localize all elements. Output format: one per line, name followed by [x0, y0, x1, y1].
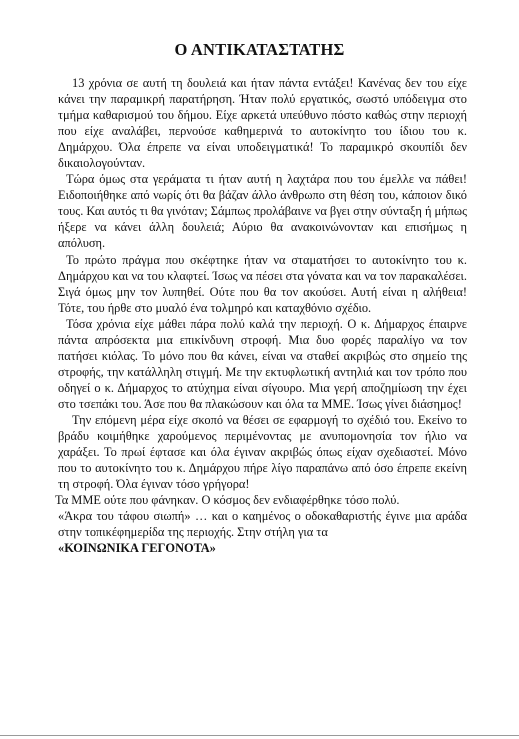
- paragraph-1: 13 χρόνια σε αυτή τη δουλειά και ήταν πάντα εντάξει! Κανένας δεν του είχε κάνει την παραμικρή παρατήρηση. Ήταν πολύ εργατικός, σωστό υπόδειγμα στο τμήμα καθαρισμού του δήμου. Είχε αρκετά υπεύθυνο πόστο καθώς στην περιοχή που είχε αναλάβει, περνούσε καθημερινά το αυτοκίνητο του ίδιου του κ. Δημάρχου. Όλα έπρεπε να είναι υποδειγματικά! Το παραμικρό σκουπίδι δεν δικαιολογούνταν.: [58, 76, 467, 171]
- story-title: Ο ΑΝΤΙΚΑΤΑΣΤΑΤΗΣ: [174, 40, 345, 59]
- paragraph-4: Τόσα χρόνια είχε μάθει πάρα πολύ καλά την περιοχή. Ο κ. Δήμαρχος έπαιρνε πάντα απρόσεκτα μια επικίνδυνη στροφή. Μια δυο φορές παραλίγο να τον πατήσει κιόλας. Το μόνο που θα κάνει, είναι να σταθεί ακριβώς στο σημείο της στροφής, την κατάλληλη στιγμή. Με την εκτυφλωτική αντηλιά και τον τρόπο που οδηγεί ο κ. Δήμαρχος το ατύχημα είναι σίγουρο. Μια γερή αποζημίωση την έχει στο τσεπάκι του. Άσε που θα πλακώσουν και όλα τα ΜΜΕ. Ίσως γίνει διάσημος!: [58, 316, 467, 411]
- closing-bold-line: «ΚΟΙΝΩΝΙΚΑ ΓΕΓΟΝΟΤΑ»: [58, 541, 216, 556]
- paragraph-3: Το πρώτο πράγμα που σκέφτηκε ήταν να σταματήσει το αυτοκίνητο του κ. Δημάρχου και να του κλαφτεί. Ίσως να πέσει στα γόνατα και να τον παρακαλέσει. Σιγά όμως μην τον λυπηθεί. Ούτε που θα τον ακούσει. Αυτή είναι η αλήθεια! Τότε, του ήρθε στο μυαλό ένα τολμηρό και καταχθόνιο σχέδιο.: [58, 252, 467, 315]
- story-body: [55, 75, 467, 556]
- page-bottom-rule: [0, 735, 519, 736]
- paragraph-2: Τώρα όμως στα γεράματα τι ήταν αυτή η λαχτάρα που του έμελλε να πάθει! Ειδοποιήθηκε από νωρίς ότι θα βάζαν άλλο άνθρωπο στη θέση του, κάποιον δικό τους. Και αυτός τι θα γινόταν; Σάμπως προλάβαινε να βγει στην σύνταξη ή μήπως ήξερε να κάνει άλλη δουλειά; Αύριο θα ανακοινώνονταν και επισήμως η απόλυση.: [58, 172, 467, 251]
- paragraph-5: Την επόμενη μέρα είχε σκοπό να θέσει σε εφαρμογή το σχέδιό του. Εκείνο το βράδυ κοιμήθηκε χαρούμενος περιμένοντας με ανυπομονησία τον ήλιο να χαράξει. Το πρωί έφτασε και όλα έγιναν ακριβώς όπως είχαν σχεδιαστεί. Μόνο που το αυτοκίνητο του κ. Δημάρχου πήρε λίγο παραπάνω από όσο έπρεπε εκείνη τη στροφή. Όλα έγιναν τόσο γρήγορα!: [58, 412, 467, 492]
- paragraph-7: «Άκρα του τάφου σιωπή» … και ο καημένος ο οδοκαθαριστής έγινε μια αράδα στην τοπικέφημερίδα της περιοχής. Στην στήλη για τα: [58, 509, 467, 540]
- paragraph-6: Τα ΜΜΕ ούτε που φάνηκαν. Ο κόσμος δεν ενδιαφέρθηκε τόσο πολύ.: [55, 493, 400, 508]
